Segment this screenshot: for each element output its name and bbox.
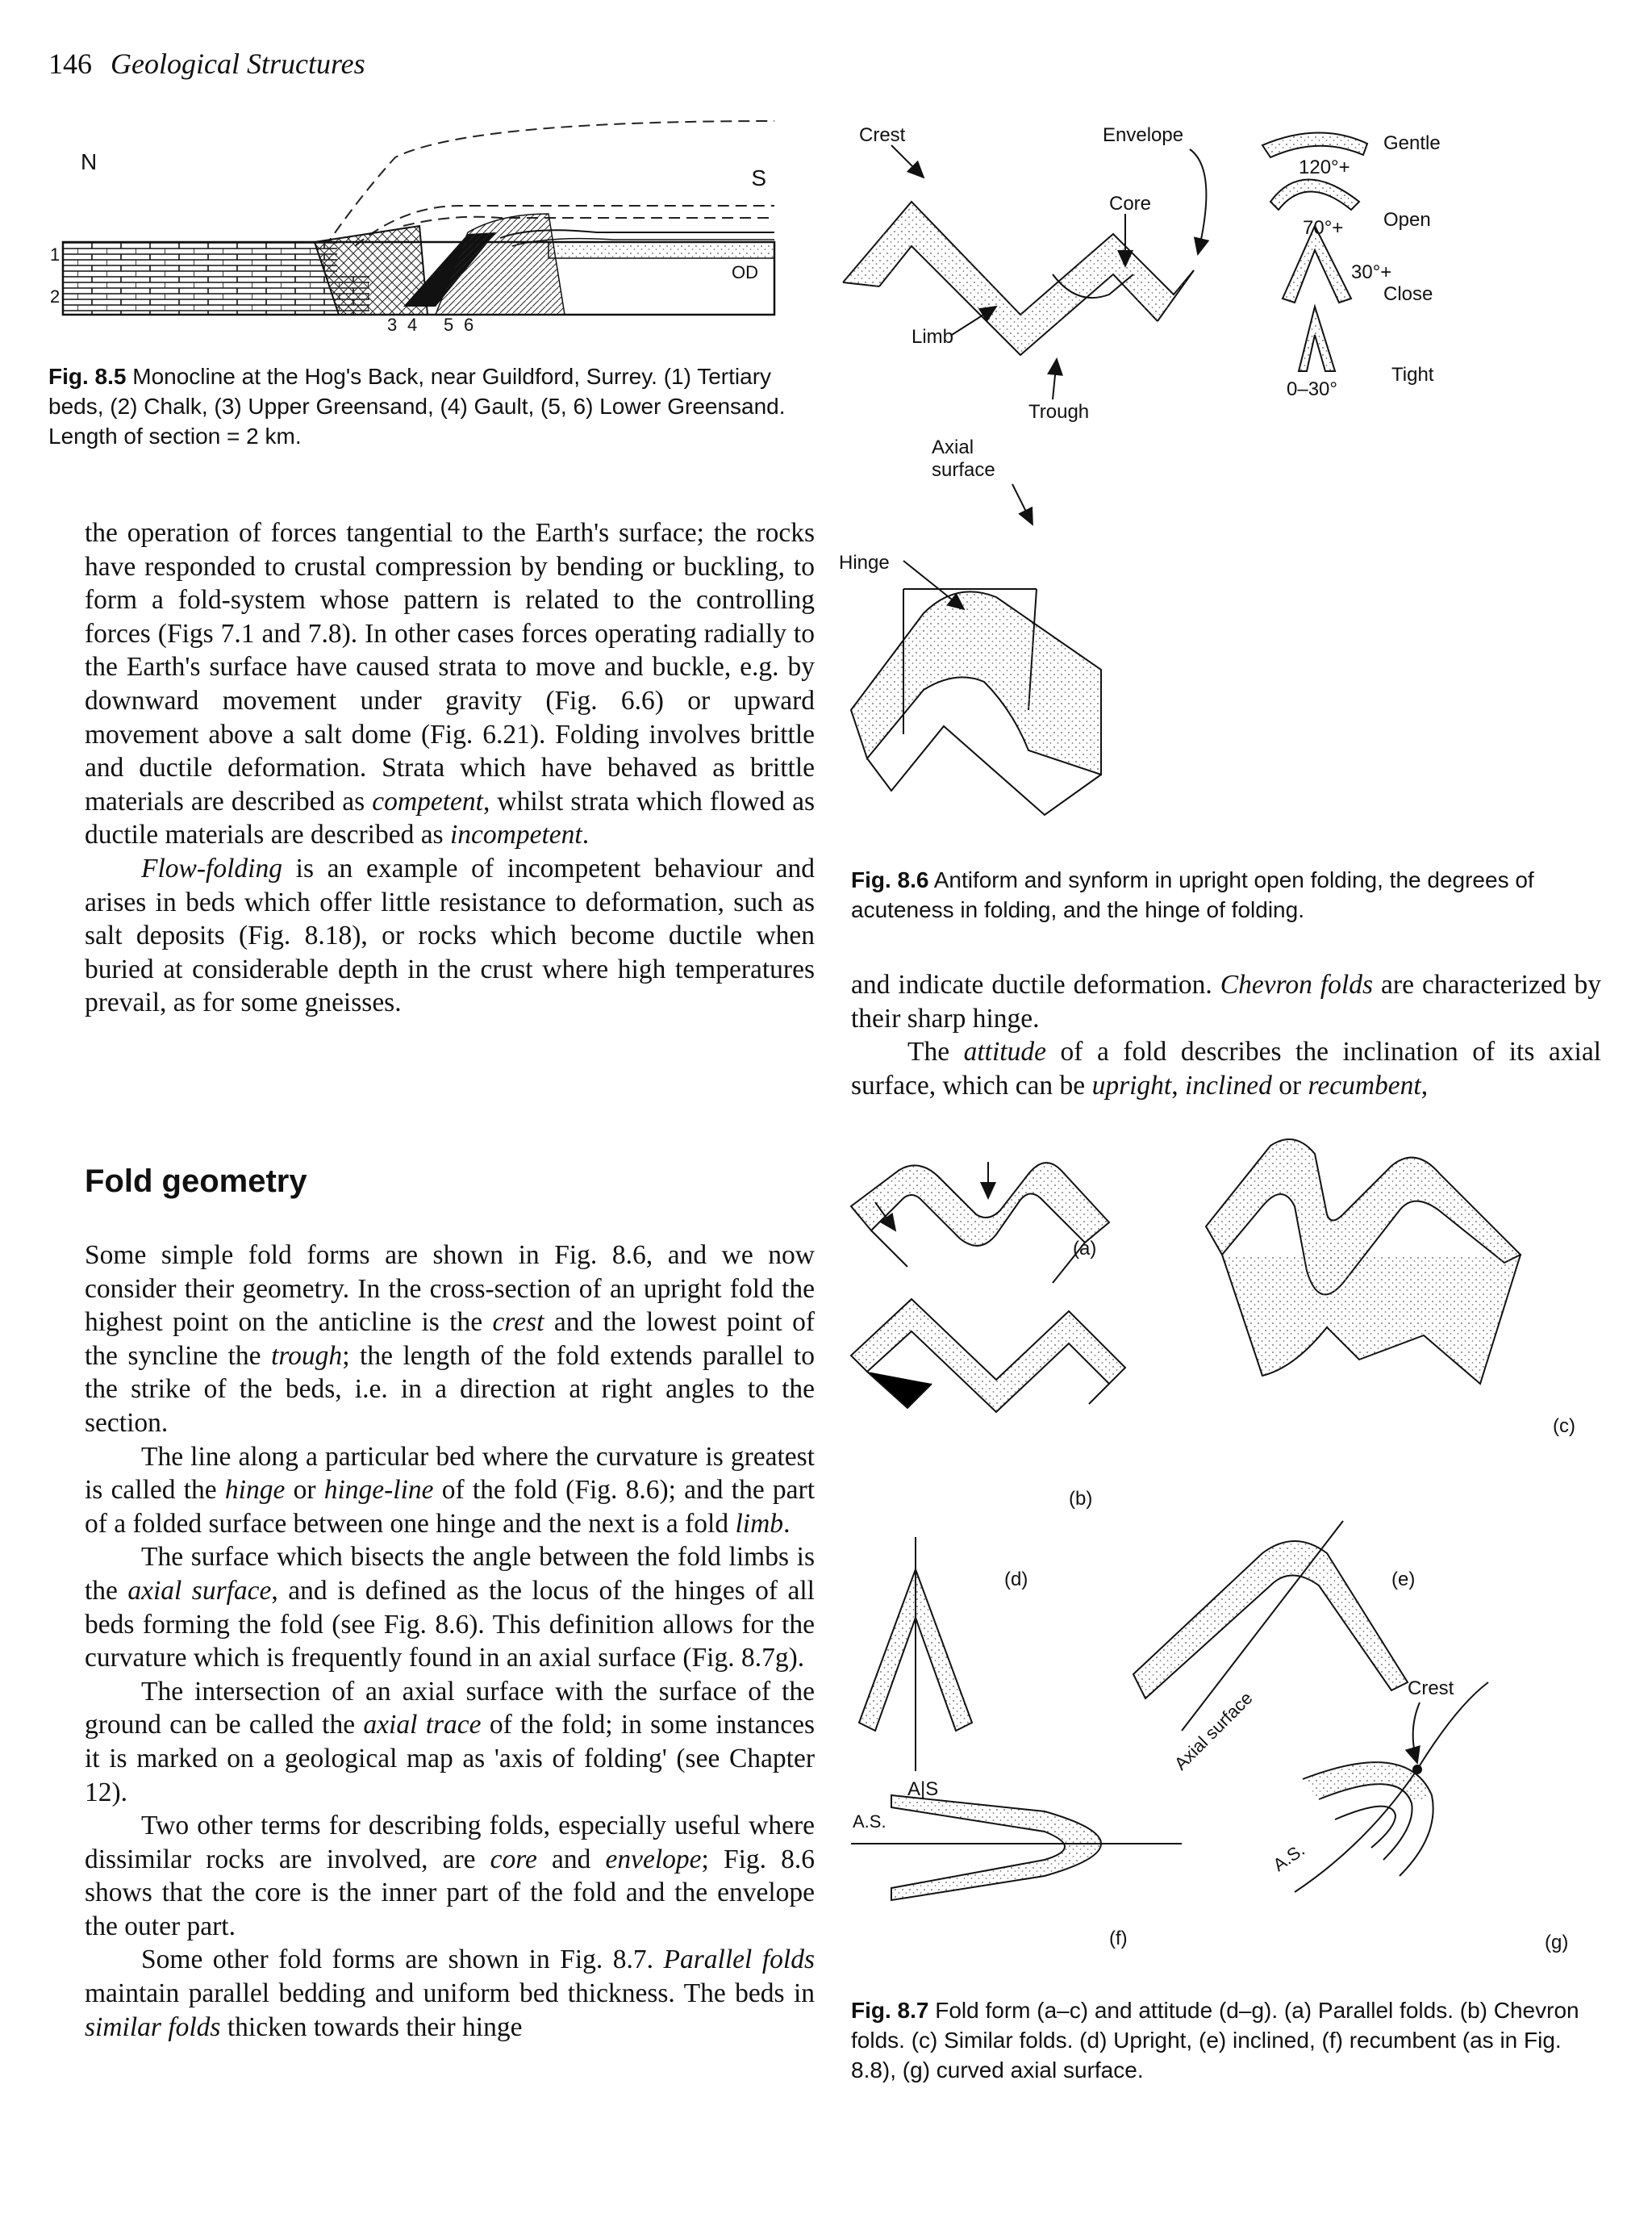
axial-surface-label-e: Axial surface: [1170, 1687, 1257, 1774]
bed-number-6: 6: [464, 315, 474, 335]
surface-label: surface: [932, 459, 995, 481]
axial-surface-label-f: A.S.: [853, 1811, 886, 1832]
figure-8-5-monocline: [48, 113, 791, 335]
panel-d-label: (d): [1004, 1569, 1028, 1590]
paragraph-chevron: and indicate ductile deformation. Chevron folds are characterized by their sharp hinge.: [851, 970, 1601, 1034]
figure-8-5-caption: [48, 361, 791, 451]
core-label: Core: [1109, 193, 1152, 215]
bed-number-3: 3: [387, 315, 398, 335]
panel-g-label: (g): [1545, 1932, 1569, 1953]
hinge-label: Hinge: [839, 552, 890, 574]
crest-label-g: Crest: [1408, 1677, 1454, 1699]
bed-number-2: 2: [50, 286, 60, 307]
figure-8-5-caption-text: Monocline at the Hog's Back, near Guildford, Surrey. (1) Tertiary beds, (2) Chalk, (3) Upper Greensand, (4) Gault, (5, 6) Lower Greensand. Length of section = 2 km.: [48, 364, 786, 449]
tight-label: Tight: [1391, 364, 1434, 386]
axial-surface-label-g: A.S.: [1269, 1839, 1308, 1876]
paragraph-axial-trace: The intersection of an axial surface with the surface of the ground can be called the axial trace of the fold; in some instances it is marked on a geological map as 'axis of folding' (see Chapter 12).: [85, 1676, 815, 1807]
running-title: Geological Structures: [111, 48, 365, 80]
paragraph-crest-trough: Some simple fold forms are shown in Fig. 8.6, and we now consider their geometry. In the cross-section of an upright fold the highest point on the anticline is the crest and the lowest point of the syncline the trough; the length of the fold extends parallel to the strike of the beds, i.e. in a direction at right angles to the section.: [85, 1240, 815, 1438]
running-header: [48, 47, 365, 81]
figure-8-7-caption-text: Fold form (a–c) and attitude (d–g). (a) Parallel folds. (b) Chevron folds. (c) Similar folds. (d) Upright, (e) inclined, (f) recumbent (as in Fig. 8.8), (g) curved axial surface.: [851, 1998, 1579, 2083]
left-column-text-bottom: [85, 1239, 815, 2044]
figure-8-5-caption-label: Fig. 8.5: [48, 364, 127, 389]
paragraph-hinge: The line along a particular bed where the curvature is greatest is called the hinge or hinge-line of the fold (Fig. 8.6); and the part of a folded surface between one hinge and the next is a fold limb.: [85, 1441, 815, 1539]
paragraph-attitude: The attitude of a fold describes the inclination of its axial surface, which can be upright, inclined or recumbent,: [851, 1037, 1601, 1101]
panel-e-label: (e): [1391, 1569, 1416, 1590]
open-label: Open: [1383, 209, 1431, 231]
page-number: 146: [48, 48, 92, 80]
right-column-text: [851, 968, 1601, 1102]
axial-label: Axial: [932, 437, 974, 458]
bed-number-1: 1: [50, 244, 60, 265]
south-label: S: [751, 165, 766, 190]
paragraph-fold-forms: Some other fold forms are shown in Fig. 8.7. Parallel folds maintain parallel bedding and uniform bed thickness. The beds in similar folds thicken towards their hinge: [85, 1945, 815, 2042]
figure-8-7-caption-label: Fig. 8.7: [851, 1998, 929, 2023]
close-label: Close: [1383, 283, 1433, 305]
figure-8-6-fold-terms: [835, 113, 1625, 839]
panel-a-label: (a): [1073, 1238, 1097, 1260]
gentle-label: Gentle: [1383, 132, 1441, 154]
figure-8-7-caption: [851, 1995, 1601, 2085]
north-label: N: [81, 149, 98, 174]
panel-c-label: (c): [1553, 1415, 1575, 1437]
open-angle-label: 70°+: [1303, 217, 1344, 239]
paragraph-core-envelope: Two other terms for describing folds, especially useful where dissimilar rocks are involved, are core and envelope; Fig. 8.6 shows that the core is the inner part of the fold and the envelope the outer part.: [85, 1811, 816, 1941]
panel-f-label: (f): [1109, 1928, 1128, 1949]
close-angle-label: 30°+: [1351, 261, 1392, 283]
paragraph-flow-folding: Flow-folding is an example of incompetent behaviour and arises in beds which offer little resistance to deformation, such as salt deposits (Fig. 8.18), or rocks which become ductile when buried at considerable depth in the crust where high temperatures prevail, as for some gneisses.: [85, 853, 815, 1018]
bed-number-4: 4: [407, 315, 418, 335]
ordnance-datum-label: OD: [732, 262, 758, 282]
paragraph-forces: the operation of forces tangential to the Earth's surface; the rocks have responded to crustal compression by bending or buckling, to form a fold-system whose pattern is related to the controlling forces (Figs 7.1 and 7.8). In other cases forces operating radially to the Earth's surface have caused strata to move and buckle, e.g. by downward movement under gravity (Fig. 6.6) or upward movement above a salt dome (Fig. 6.21). Folding involves brittle and ductile deformation. Strata which have behaved as brittle materials are described as competent, whilst strata which flowed as ductile materials are described as incompetent.: [85, 518, 815, 850]
figure-8-6-caption: [851, 865, 1601, 925]
trough-label: Trough: [1028, 401, 1090, 423]
panel-b-label: (b): [1069, 1488, 1093, 1510]
tight-angle-label: 0–30°: [1287, 378, 1337, 400]
paragraph-axial-surface: The surface which bisects the angle between the fold limbs is the axial surface, and is defined as the locus of the hinges of all beds forming the fold (see Fig. 8.6). This definition allows for the curvature which is frequently found in an axial surface (Fig. 8.7g).: [85, 1542, 815, 1673]
section-heading-fold-geometry: Fold geometry: [85, 1163, 307, 1199]
limb-label: Limb: [912, 326, 954, 348]
crest-label: Crest: [859, 124, 906, 146]
figure-8-7-fold-forms: [843, 1118, 1609, 1997]
figure-8-6-caption-label: Fig. 8.6: [851, 867, 929, 892]
axial-surface-label-d: A|S: [907, 1778, 939, 1800]
left-column-text-top: [85, 516, 815, 1020]
bed-number-5: 5: [444, 315, 454, 335]
figure-8-6-caption-text: Antiform and synform in upright open folding, the degrees of acuteness in folding, and the hinge of folding.: [851, 867, 1534, 922]
gentle-angle-label: 120°+: [1299, 157, 1350, 178]
envelope-label: Envelope: [1103, 124, 1184, 146]
